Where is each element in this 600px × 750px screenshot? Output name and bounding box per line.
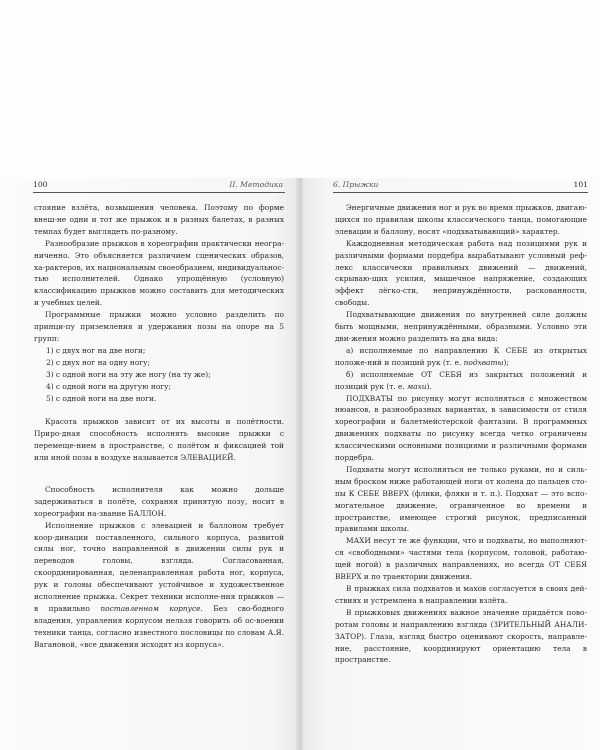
right-page-header	[333, 178, 588, 193]
paragraph: Разнообразие прыжков в хореографии практически неогра-ниченно. Это объясняется различием сценических образов, ха-рактеров, их национальным своеобразием, индивидуальнос-тью исполнителей. Однако упрощённую (условную) классификацию прыжков можно составить для методических и учебных целей.	[34, 238, 284, 308]
paragraph: В прыжковых движениях важное значение придаётся пово-ротам головы и направлению взгляда (ЗРИТЕЛЬНЫЙ АНАЛИ-ЗАТОР). Глаза, взгляд быстро оценивают скорость, направле-ние, расстояние, координируют ориентацию тела в пространстве.	[335, 607, 587, 665]
paragraph: Подхватывающие движения по внутренней силе должны быть мощными, непринуждёнными, образными. Условно эти дви-жения можно разделить на два вида:	[335, 310, 587, 343]
paragraph-podkhvaty: ПОДХВАТЫ по рисунку могут исполняться с множеством нюансов, в разнообразных вариантах, в зависимости от стиля хореографии и балетмейстерской фантазии. В программных движениях подхваты по рисунку всегда четко ограничены классическими основными позициями и различными формами пордебра.	[335, 393, 587, 463]
list-item: 4) с одной ноги на другую ногу;	[46, 381, 171, 391]
left-page-header	[33, 178, 285, 193]
right-page-number: 101	[573, 180, 588, 189]
left-page-number: 100	[33, 180, 48, 189]
paragraph: стояние взлёта, возвышения человека. Поэтому по форме внеш-не одни и тот же прыжок и в разных балетах, в разных темпах будет выглядеть по-разному.	[34, 203, 284, 236]
paragraph-execution: Исполнение прыжков с элевацией и баллоном требует коор-динации поставленного, сильного корпуса, развитой силы ног, точно направленной в движении силы рук и переводов головы, взгляда. Согласованная, скоординированная, целенаправленная работа ног, корпуса, рук и головы обеспечивают устойчивое и художественное исполнение прыжка. Секрет техники исполне-ния прыжков — в правильно поставленном корпусе. Без сво-бодного владения, управления корпусом нельзя говорить об ос-воении техники танца, согласно известного пословицы по словам А.Я. Вагановой, «все движения исходят из корпуса».	[34, 520, 285, 649]
list-item: 3) с одной ноги на эту же ногу (на ту же);	[46, 369, 211, 379]
jump-groups-list	[34, 345, 284, 405]
left-page-body	[34, 202, 284, 651]
paragraph-makhi: МАХИ несут те же функции, что и подхваты, но выполняют-ся «свободными» частями тела (корпусом, головой, работаю-щей ногой) в различных направлениях, но всегда ОТ СЕБЯ ВВЕРХ и по траектории движения.	[335, 536, 587, 582]
list-item: 2) с двух ног на одну ногу;	[46, 357, 150, 367]
paragraph: Подхваты могут исполняться не только руками, но и силь-ным броском ниже работающей ноги от колена до пальцев сто-пы К СЕБЕ ВВЕРХ (флики, фляки и т. п.). Подхват — это вспо-могательное движение, ограниченное во времени и пространстве, имеющее строгий рисунок, предписанный правилами школы.	[335, 464, 587, 534]
list-item: 5) с одной ноги на две ноги.	[46, 393, 157, 403]
paragraph: Каждодневная методическая работа над позициями рук и различными формами пордебра вырабатывают условный реф-лекс классически правильных движений — движений, скрываю-щих усилия, мышечное напряжение, создающих эффект лёгко-сти, непринуждённости, раскованности, свободы.	[335, 238, 587, 308]
paragraph-ballon: Способность исполнителя как можно дольше задерживаться в полёте, сохраняя принятую позу, носит в хореографии на-звание БАЛЛОН.	[34, 484, 284, 518]
right-page	[303, 178, 600, 750]
right-running-title: 6. Прыжки	[333, 180, 379, 189]
paragraph: Программные прыжки можно условно разделить по принци-пу приземления и удержания позы на опоре на 5 групп:	[34, 310, 284, 343]
paragraph: В прыжках сила подхватов и махов согласуется в своих дей-ствиях и устремлена в направлении взлёта.	[335, 584, 587, 605]
list-item-b: б) исполняемые ОТ СЕБЯ из закрытых положений и позиций рук (т. е. махи).	[335, 369, 587, 391]
left-page	[0, 178, 297, 750]
left-running-title: II. Методика	[229, 180, 283, 189]
right-page-body	[335, 202, 587, 666]
list-item-a: а) исполняемые по направлению К СЕБЕ из открытых положе-ний и позиций рук (т. е. подхваты);	[335, 345, 587, 367]
paragraph: Энергичные движения ног и рук во время прыжков, двигаю-щихся по правилам школы классического танца, помогающие элевации и баллону, носят «подхватывающий» характер.	[335, 203, 587, 236]
paragraph-elevation: Красота прыжков зависит от их высоты и полётности. Приро-дная способность исполнять высокие прыжки с перемеще-нием в пространстве, с полётом и фиксацией той или иной позы в воздухе называется ЭЛЕВАЦИЕЙ.	[34, 417, 284, 463]
list-item: 1) с двух ног на две ноги;	[46, 345, 146, 355]
